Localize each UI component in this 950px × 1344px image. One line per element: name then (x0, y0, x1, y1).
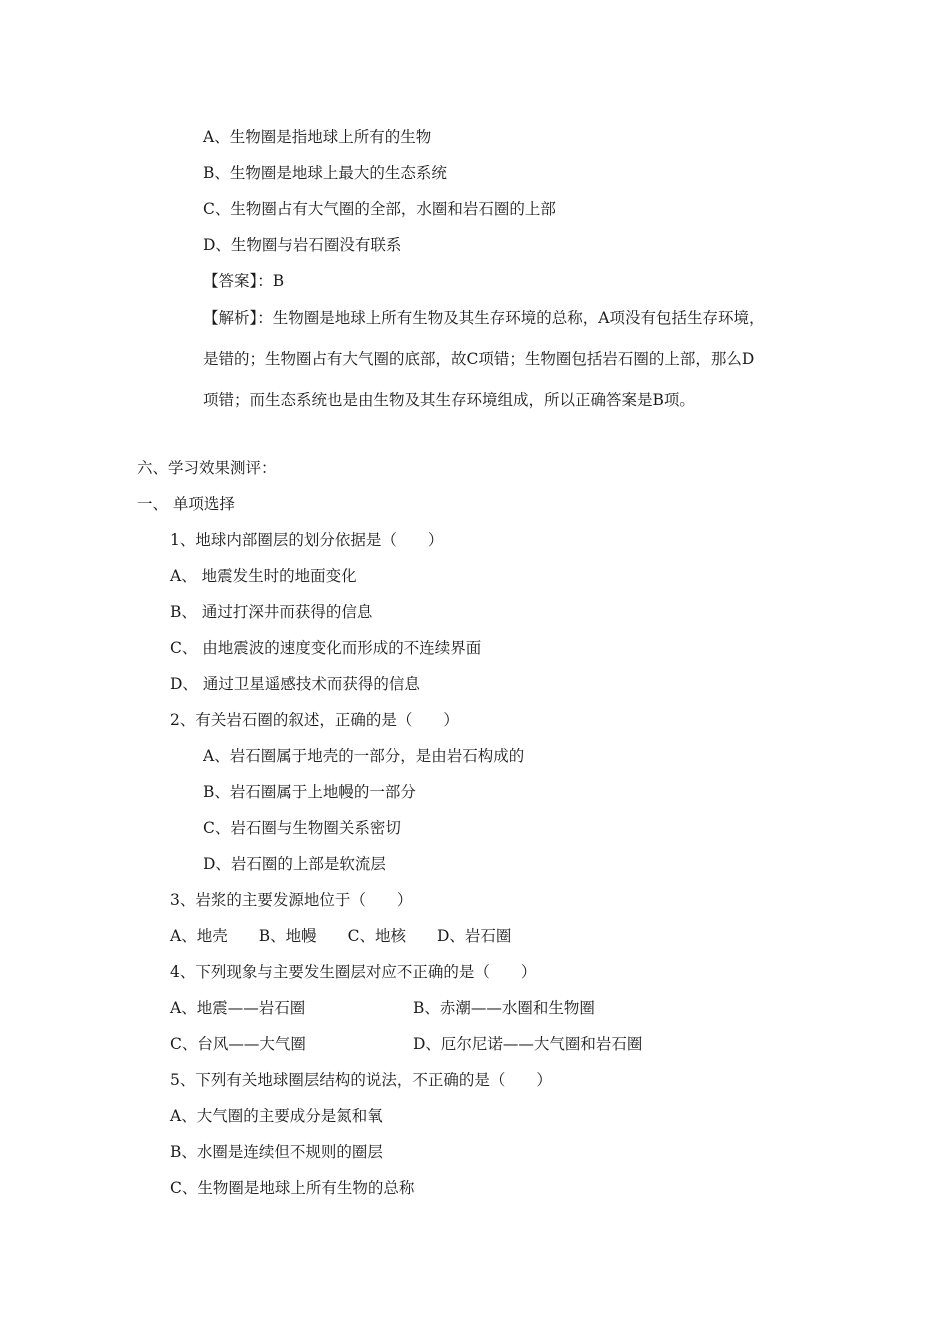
q5-option-b: B、水圈是连续但不规则的圈层 (170, 1143, 383, 1161)
q1-option-d: D、 通过卫星遥感技术而获得的信息 (170, 675, 420, 693)
q1-stem: 1、地球内部圈层的划分依据是（ ） (170, 531, 444, 549)
q4-option-d: D、厄尔尼诺——大气圈和岩石圈 (413, 1035, 643, 1053)
q2-option-a: A、岩石圈属于地壳的一部分，是由岩石构成的 (203, 747, 525, 765)
q4-row-1 (170, 998, 595, 1018)
q3-stem: 3、岩浆的主要发源地位于（ ） (170, 891, 413, 909)
q5-stem: 5、下列有关地球圈层结构的说法，不正确的是（ ） (170, 1071, 552, 1089)
q4-stem: 4、下列现象与主要发生圈层对应不正确的是（ ） (170, 963, 537, 981)
option-a: A、生物圈是指地球上所有的生物 (203, 128, 432, 146)
q4-row-2 (170, 1034, 643, 1054)
q4-option-a: A、地震——岩石圈 (170, 999, 306, 1017)
q2-option-b: B、岩石圈属于上地幔的一部分 (203, 783, 416, 801)
section-title: 六、学习效果测评： (137, 459, 277, 477)
q1-option-a: A、 地震发生时的地面变化 (170, 567, 357, 585)
q5-option-a: A、大气圈的主要成分是氮和氧 (170, 1107, 383, 1125)
q4-option-c: C、台风——大气圈 (170, 1035, 306, 1053)
answer: 【答案】：B (203, 272, 285, 290)
q1-option-b: B、 通过打深井而获得的信息 (170, 603, 373, 621)
q3-options: A、地壳 B、地幔 C、地核 D、岩石圈 (170, 927, 512, 945)
q1-option-c: C、 由地震波的速度变化而形成的不连续界面 (170, 639, 482, 657)
option-d: D、生物圈与岩石圈没有联系 (203, 236, 402, 254)
q2-option-d: D、岩石圈的上部是软流层 (203, 855, 386, 873)
option-c: C、生物圈占有大气圈的全部，水圈和岩石圈的上部 (203, 200, 556, 218)
q4-option-b: B、赤潮——水圈和生物圈 (413, 999, 595, 1017)
q2-stem: 2、有关岩石圈的叙述，正确的是（ ） (170, 711, 459, 729)
analysis-line-1: 【解析】：生物圈是地球上所有生物及其生存环境的总称，A项没有包括生存环境， (203, 309, 765, 327)
q2-option-c: C、岩石圈与生物圈关系密切 (203, 819, 401, 837)
q5-option-c: C、生物圈是地球上所有生物的总称 (170, 1179, 415, 1197)
subsection-title: 一、 单项选择 (137, 495, 235, 513)
option-b: B、生物圈是地球上最大的生态系统 (203, 164, 447, 182)
analysis-line-3: 项错；而生态系统也是由生物及其生存环境组成，所以正确答案是B项。 (203, 391, 695, 409)
analysis-line-2: 是错的；生物圈占有大气圈的底部，故C项错；生物圈包括岩石圈的上部，那么D (203, 350, 755, 368)
